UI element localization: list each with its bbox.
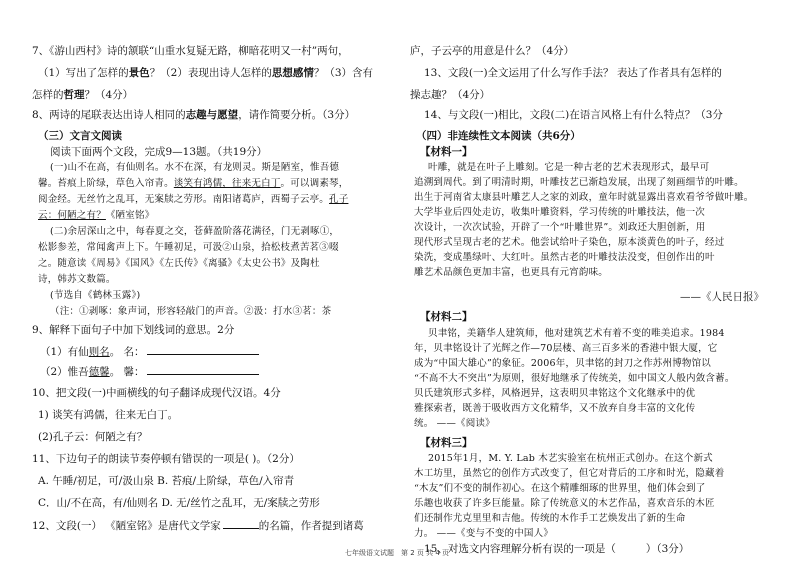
passage-b-line2: 松影参差，常闻禽声上下。午睡初足，可汲②山泉，拾松枝煮苦茗③啜 [38, 242, 339, 253]
material3-line: 2015年1月，M. Y. Lab 木艺实验室在杭州正式创办。在这个新式 [428, 453, 713, 464]
passage-b-line3: 之。随意读《周易》《国风》《左氏传》《离骚》《太史公书》及陶杜 [38, 258, 320, 269]
material3-line: 乐趣也收获了许多巨能量。除了传统意义的木艺作品，喜欢音乐的木匠 [414, 498, 715, 509]
material1-citation: ——《人民日报》 [680, 291, 764, 303]
q9-item2: （2）惟吾德馨。 馨： [40, 364, 259, 379]
passage-b-source: (节选自《鹤林玉露》) [50, 290, 141, 301]
q11-options-ab: A. 午睡/初足，可/汲山泉 B. 苔痕/上阶绿，草色/入帘青 [38, 475, 295, 487]
passage-notes: （注：①剥啄：象声词，形容轻敲门的声音。②汲：打水③茗：茶 [50, 306, 332, 317]
material3-line: “木友”们不变的制作初心。在这个精雕细琢的世界里，他们体会到了 [414, 483, 706, 494]
material1-line: 叶雕，就是在叶子上雕刻。它是一种古老的艺术表现形式，最早可 [428, 162, 710, 173]
section3-instructions: 阅读下面两个文段，完成9—13题。（共19分） [50, 146, 268, 158]
q9-answer-blank-2[interactable] [147, 364, 259, 375]
q13-line1: 13、文段(一)全文运用了什么写作手法？ 表达了作者具有怎样的 [424, 67, 722, 79]
page-footer: 七年级语文试题 第 2 页 共 4 页 [344, 549, 450, 557]
material3-title: 【材料三】 [420, 437, 473, 449]
q12: 12、文段(一） 《陋室铭》是唐代文学家 的名篇，作者提到诸葛 [32, 520, 364, 532]
passage-b-line4: 诗，韩苏文数篇。 [38, 274, 116, 285]
q8: 8、两诗的尾联表达出诗人相同的志趣与愿望，请作简要分析。（3分） [32, 109, 356, 121]
q9-answer-blank-1[interactable] [147, 344, 259, 355]
q10-item2: (2)孔子云：何陋之有？ [38, 431, 148, 443]
material1-line: 雕艺术品颜色更加丰富，也更具有元宵韵味。 [414, 267, 609, 278]
section4-title: （四）非连续性文本阅读（共6分） [416, 130, 581, 142]
material1-line: 追溯到周代。到了明清时期，叶雕技艺已渐趋发展，出现了刻画细节的叶雕。 [414, 177, 744, 188]
material2-line: 统。 ——《阅读》 [414, 418, 495, 429]
material1-line: 次设计，一次次试验，开辟了一个“叶雕世界”。刘政还大胆创新，用 [414, 222, 706, 233]
passage-a-line1: (一)山不在高，有仙则名。水不在深，有龙则灵。斯是陋室，惟吾德 [50, 162, 340, 173]
q11-options-cd: C．山/不在高，有/仙则名 D. 无/丝竹之乱耳，无/案牍之劳形 [38, 497, 320, 509]
material2-line: 成为“中国大雄心”的象征。2006年，贝聿铭的封刀之作苏州博物馆以 [414, 358, 711, 369]
material1-line: 出生于河南省太康县叶雕艺人之家的刘政，童年时就显露出喜欢看爷爷做叶雕。 [414, 192, 754, 203]
q12-continued: 庐，子云亭的用意是什么？（4分） [410, 45, 575, 57]
q10: 10、把文段(一)中画横线的句子翻译成现代汉语。4分 [32, 387, 281, 399]
material2-line: 贝氏建筑形式多样，风格迥异，这表明贝聿铭这个文化继承中的优 [414, 388, 696, 399]
material3-line: 力。 ——《变与不变的中国人》 [414, 528, 554, 539]
material1-line: 染洗，变成墨绿叶、大红叶。虽然古老的叶雕技法没变，但创作出的叶 [414, 252, 715, 263]
material2-line: 雅探索者，既善于吸收西方文化精华，又不放弃自身丰富的文化传 [414, 403, 696, 414]
material1-line: 大学毕业后四处走访，收集叶雕资料，学习传统的叶雕技法，他一次 [414, 207, 706, 218]
passage-a-line2: 馨。苔痕上阶绿，草色入帘青。谈笑有鸿儒，往来无白丁。可以调素琴， [38, 178, 349, 189]
q9: 9、解释下面句子中加下划线词的意思。2分 [32, 324, 235, 336]
q15: 15、对选文内容理解分析有误的一项是（ ）（3分） [424, 543, 690, 555]
passage-b-line1: (二)余居深山之中，每春夏之交，苍藓盈阶落花满径，门无剥啄①， [50, 226, 340, 237]
q10-item1: 1) 谈笑有鸿儒，往来无白丁。 [38, 409, 179, 421]
passage-a-line3: 阅金经。无丝竹之乱耳，无案牍之劳形。南阳诸葛庐，西蜀子云亭。孔子 [38, 194, 349, 205]
section3-title: （三）文言文阅读 [38, 130, 122, 142]
q9-item1: （1）有仙则名。 名： [40, 344, 259, 359]
q7-line1: 7、《游山西村》诗的颔联“山重水复疑无路，柳暗花明又一村”两句， [32, 45, 349, 57]
material2-line: “不高不大不突出”为原则，很好地继承了传统美，如中国文人般内敛含蓄。 [414, 373, 735, 384]
material2-line: 年，贝聿铭设计了光辉之作—70层楼、高三百多米的香港中银大厦，它 [414, 343, 718, 354]
material1-line: 现代形式呈现古老的艺术。他尝试给叶子染色，原本淡黄色的叶子，经过 [414, 237, 725, 248]
q14: 14、与文段(一)相比，文段(二)在语言风格上有什么特点？（3分 [424, 109, 723, 121]
q13-line2: 操志趣？（4分） [410, 89, 491, 101]
q11: 11、下边句子的朗读节奏停顿有错误的一项是( )。（2分） [32, 453, 300, 465]
q7-line3: 怎样的哲理？（4分） [32, 89, 134, 101]
material3-line: 们还制作尤克里里和吉他。传统的木作手工艺焕发出了新的生命 [414, 513, 686, 524]
material2-title: 【材料二】 [420, 311, 473, 323]
material2-line: 贝聿铭，美籍华人建筑师，他对建筑艺术有着不变的唯美追求。1984 [428, 328, 725, 339]
material1-title: 【材料一】 [420, 146, 473, 158]
q7-line2: （1）写出了怎样的景色？（2）表现出诗人怎样的思想感情？（3）含有 [38, 67, 374, 79]
material3-line: 木工坊里，虽然它的创作方式改变了，但它对背后的工序和时光，隐藏着 [414, 468, 725, 479]
passage-a-line4: 云：何陋之有？《陋室铭》 [38, 210, 155, 221]
q12-answer-blank[interactable] [223, 518, 259, 529]
